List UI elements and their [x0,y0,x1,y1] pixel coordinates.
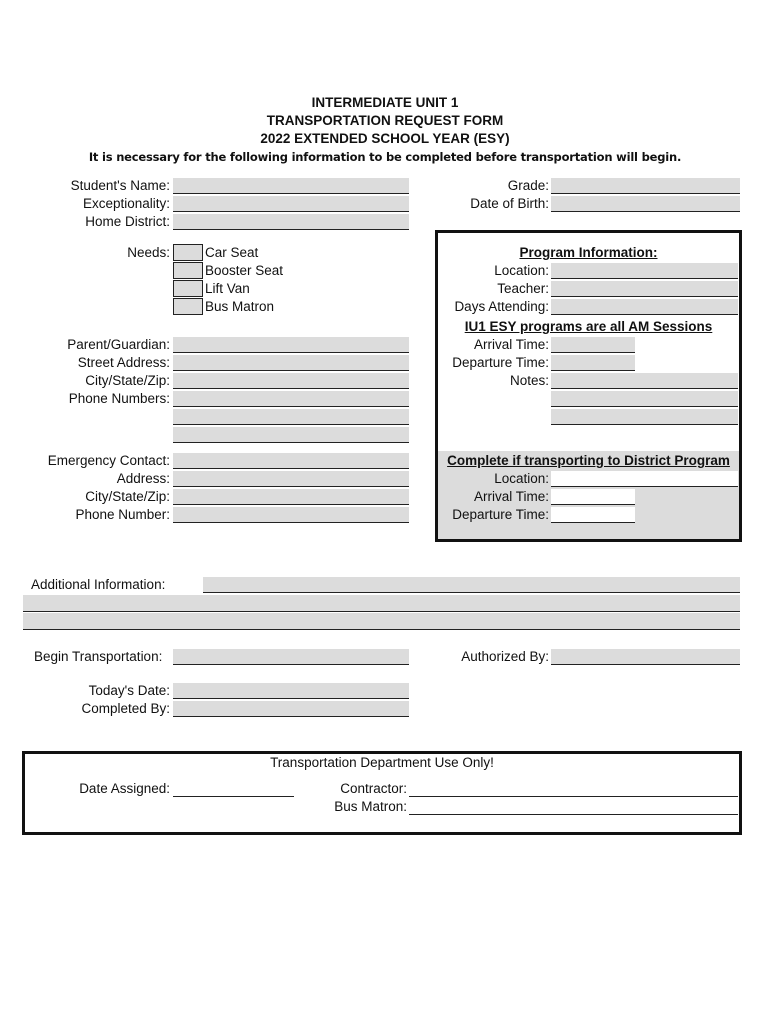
date-assigned-label: Date Assigned: [79,781,170,796]
street-address-field[interactable] [173,355,409,371]
booster-seat-label: Booster Seat [205,263,284,278]
district-location-label: Location: [494,471,549,486]
dept-use-title: Transportation Department Use Only! [270,755,494,770]
emergency-address-label: Address: [116,471,170,486]
bus-matron-field[interactable] [409,799,738,815]
emergency-phone-field[interactable] [173,507,409,523]
dob-label: Date of Birth: [470,196,549,211]
bus-matron-need-label: Bus Matron [205,299,275,314]
form-title-line2: TRANSPORTATION REQUEST FORM [266,113,504,128]
form-instructions: It is necessary for the following information to be completed before transportation will begin. [88,150,682,164]
notes-field-2[interactable] [551,391,738,407]
days-attending-label: Days Attending: [454,299,549,314]
exceptionality-field[interactable] [173,196,409,212]
phone-number-field-3[interactable] [173,427,409,443]
additional-info-field-2[interactable] [23,595,740,612]
street-address-label: Street Address: [77,355,170,370]
additional-info-field-3[interactable] [23,613,740,630]
home-district-label: Home District: [85,214,170,229]
needs-label: Needs: [127,245,170,260]
program-location-field[interactable] [551,263,738,279]
teacher-field[interactable] [551,281,738,297]
phone-number-field-1[interactable] [173,391,409,407]
days-attending-field[interactable] [551,299,738,315]
program-info-title: Program Information: [519,245,658,260]
phone-numbers-label: Phone Numbers: [68,391,170,406]
district-location-field[interactable] [551,471,738,487]
emergency-address-field[interactable] [173,471,409,487]
student-name-label: Student's Name: [70,178,170,193]
parent-guardian-field[interactable] [173,337,409,353]
notes-field-1[interactable] [551,373,738,389]
district-arrival-field[interactable] [551,489,635,505]
authorized-by-field[interactable] [551,649,740,665]
phone-number-field-2[interactable] [173,409,409,425]
authorized-by-label: Authorized By: [461,649,549,664]
todays-date-label: Today's Date: [88,683,170,698]
begin-transportation-field[interactable] [173,649,409,665]
district-program-title: Complete if transporting to District Program [447,453,730,468]
district-departure-field[interactable] [551,507,635,523]
emergency-phone-label: Phone Number: [75,507,170,522]
form-title-line1: INTERMEDIATE UNIT 1 [311,95,459,110]
arrival-time-label: Arrival Time: [473,337,549,352]
departure-time-label: Departure Time: [452,355,549,370]
booster-seat-checkbox[interactable] [173,262,203,279]
car-seat-checkbox[interactable] [173,244,203,261]
contractor-label: Contractor: [340,781,407,796]
arrival-time-field[interactable] [551,337,635,353]
emergency-contact-label: Emergency Contact: [47,453,170,468]
program-location-label: Location: [494,263,549,278]
form-title-line3: 2022 EXTENDED SCHOOL YEAR (ESY) [260,131,510,146]
emergency-contact-field[interactable] [173,453,409,469]
car-seat-label: Car Seat [205,245,259,260]
bus-matron-label: Bus Matron: [334,799,407,814]
lift-van-checkbox[interactable] [173,280,203,297]
begin-transportation-label: Begin Transportation: [34,649,163,664]
emergency-city-label: City/State/Zip: [85,489,170,504]
completed-by-label: Completed By: [81,701,170,716]
city-state-zip-field[interactable] [173,373,409,389]
district-arrival-label: Arrival Time: [473,489,549,504]
exceptionality-label: Exceptionality: [82,196,170,211]
contractor-field[interactable] [409,781,738,797]
notes-field-3[interactable] [551,409,738,425]
notes-label: Notes: [509,373,549,388]
lift-van-label: Lift Van [205,281,250,296]
additional-info-field-1[interactable] [203,577,740,593]
city-state-zip-label: City/State/Zip: [85,373,170,388]
date-assigned-field[interactable] [173,781,294,797]
additional-info-label: Additional Information: [31,577,166,592]
departure-time-field[interactable] [551,355,635,371]
home-district-field[interactable] [173,214,409,230]
todays-date-field[interactable] [173,683,409,699]
dob-field[interactable] [551,196,740,212]
completed-by-field[interactable] [173,701,409,717]
emergency-city-field[interactable] [173,489,409,505]
parent-guardian-label: Parent/Guardian: [67,337,170,352]
bus-matron-checkbox[interactable] [173,298,203,315]
teacher-label: Teacher: [497,281,549,296]
student-name-field[interactable] [173,178,409,194]
grade-label: Grade: [507,178,549,193]
am-sessions-note: IU1 ESY programs are all AM Sessions [464,319,713,334]
grade-field[interactable] [551,178,740,194]
district-departure-label: Departure Time: [452,507,549,522]
